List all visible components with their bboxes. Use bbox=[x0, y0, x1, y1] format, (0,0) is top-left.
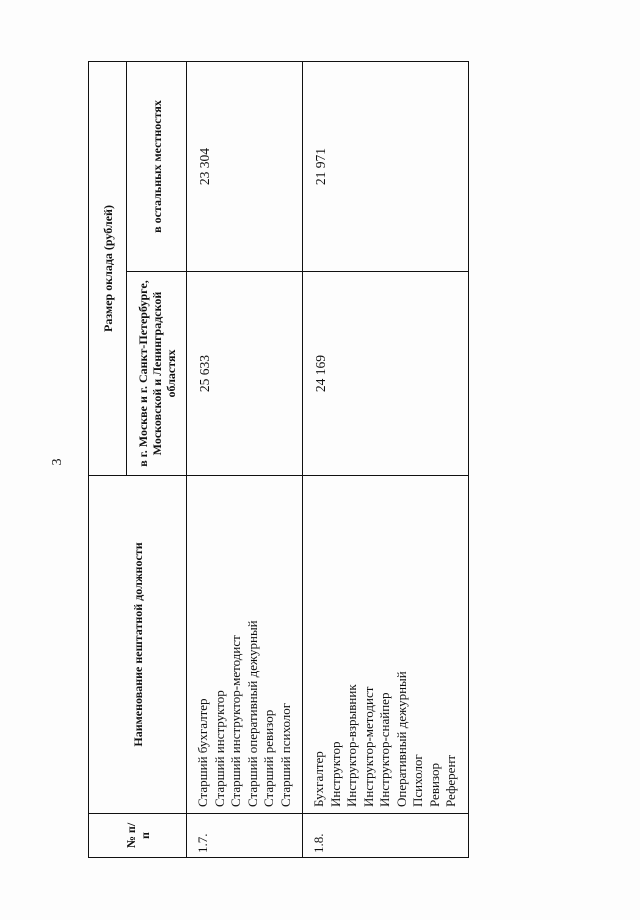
row-salary-other: 23 304 bbox=[187, 62, 303, 272]
header-salary-other: в остальных местностях bbox=[127, 62, 187, 272]
row-num: 1.8. bbox=[303, 814, 469, 858]
row-positions bbox=[187, 476, 303, 814]
row-positions bbox=[303, 476, 469, 814]
salary-table bbox=[88, 61, 469, 858]
table-row bbox=[187, 62, 303, 858]
position-item: Старший психолог bbox=[277, 702, 293, 807]
position-item: Инструктор-методист bbox=[360, 686, 376, 807]
row-num: 1.7. bbox=[187, 814, 303, 858]
rotated-table-wrapper bbox=[88, 62, 456, 858]
position-item: Старший инструктор-методист bbox=[228, 635, 243, 807]
position-item: Старший инструктор bbox=[211, 690, 227, 807]
position-item: Инструктор-снайпер bbox=[377, 692, 392, 807]
position-item: Ревизор bbox=[426, 763, 442, 807]
header-position: Наименование нештатной должности bbox=[89, 476, 187, 814]
position-item: Старший бухгалтер bbox=[195, 698, 210, 807]
position-item: Оперативный дежурный bbox=[393, 671, 409, 807]
position-item: Психолог bbox=[410, 754, 425, 807]
header-num: № п/п bbox=[89, 814, 187, 858]
row-salary-moscow: 25 633 bbox=[187, 272, 303, 476]
position-item: Референт bbox=[443, 754, 458, 807]
row-salary-moscow: 24 169 bbox=[303, 272, 469, 476]
position-item: Инструктор-взрывник bbox=[344, 684, 359, 807]
header-salary-group: Размер оклада (рублей) bbox=[89, 62, 127, 476]
page-number: 3 bbox=[50, 458, 65, 466]
position-item: Инструктор bbox=[327, 741, 343, 807]
row-salary-other: 21 971 bbox=[303, 62, 469, 272]
header-salary-moscow: в г. Москве и г. Санкт-Петербурге, Московской и Ленинградской областях bbox=[127, 272, 187, 476]
position-item: Старший оперативный дежурный bbox=[244, 620, 260, 807]
table-row bbox=[303, 62, 469, 858]
position-item: Бухгалтер bbox=[311, 751, 326, 807]
position-item: Старший ревизор bbox=[261, 709, 276, 807]
